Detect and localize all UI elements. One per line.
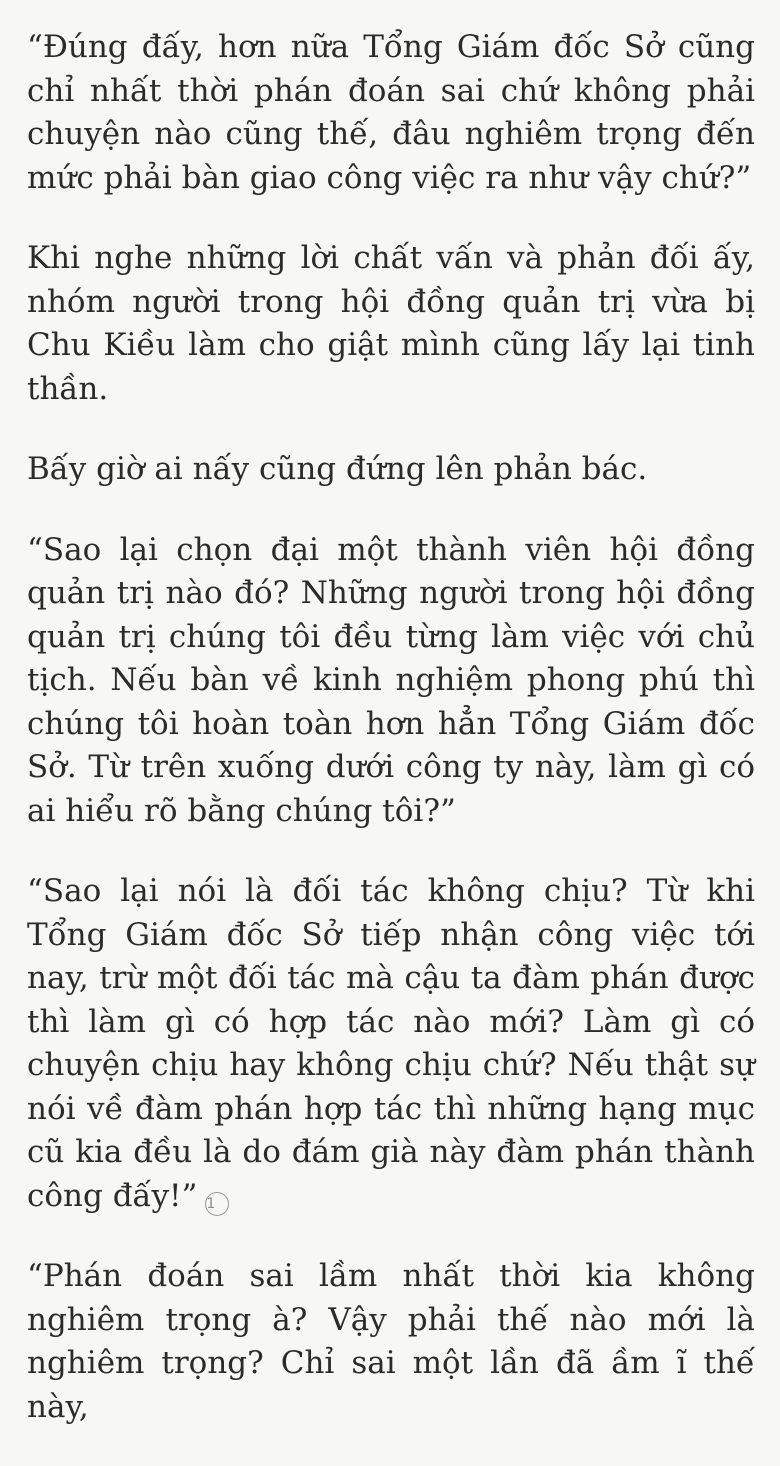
- paragraph: [27, 1255, 755, 1429]
- reading-pane: [27, 26, 755, 1466]
- paragraph-text: “Sao lại nói là đối tác không chịu? Từ khi Tổng Giám đốc Sở tiếp nhận công việc tới nay, trừ một đối tác mà cậu ta đàm phán được thì làm gì có hợp tác nào mới? Làm gì có chuyện chịu hay không chịu chứ? Nếu thật sự nói về đàm phán hợp tác thì những hạng mục cũ kia đều là do đám già này đàm phán thành công đấy!”: [27, 873, 755, 1214]
- paragraph: [27, 448, 755, 492]
- paragraph-text: “Đúng đấy, hơn nữa Tổng Giám đốc Sở cũng chỉ nhất thời phán đoán sai chứ không phải chuyện nào cũng thế, đâu nghiêm trọng đến mức phải bàn giao công việc ra như vậy chứ?”: [27, 29, 755, 196]
- paragraph-text: Bấy giờ ai nấy cũng đứng lên phản bác.: [27, 451, 648, 487]
- paragraph-text: Khi nghe những lời chất vấn và phản đối ấy, nhóm người trong hội đồng quản trị vừa bị Chu Kiều làm cho giật mình cũng lấy lại tinh thần.: [27, 240, 755, 407]
- footnote-marker-icon[interactable]: 1: [205, 1192, 229, 1216]
- paragraph-text: “Phán đoán sai lầm nhất thời kia không nghiêm trọng à? Vậy phải thế nào mới là nghiêm trọng? Chỉ sai một lần đã ầm ĩ thế này,: [27, 1258, 755, 1425]
- paragraph: [27, 237, 755, 411]
- paragraph-text: “Sao lại chọn đại một thành viên hội đồng quản trị nào đó? Những người trong hội đồng quản trị chúng tôi đều từng làm việc với chủ tịch. Nếu bàn về kinh nghiệm phong phú thì chúng tôi hoàn toàn hơn hẳn Tổng Giám đốc Sở. Từ trên xuống dưới công ty này, làm gì có ai hiểu rõ bằng chúng tôi?”: [27, 531, 755, 829]
- paragraph: [27, 26, 755, 200]
- paragraph: [27, 529, 755, 834]
- paragraph: [27, 870, 755, 1218]
